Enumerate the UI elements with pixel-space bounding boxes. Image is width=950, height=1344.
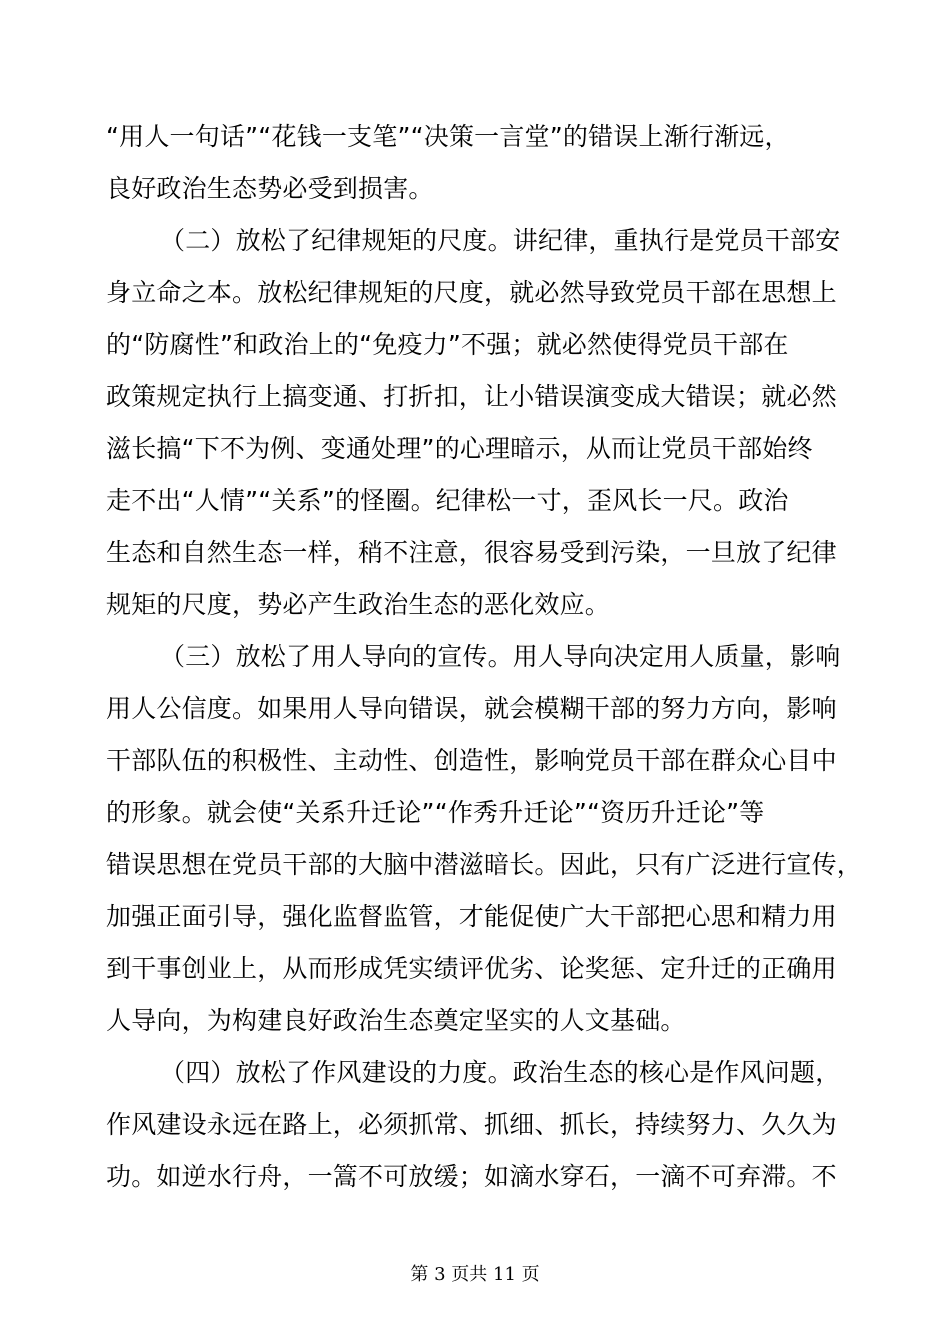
text-line: 干部队伍的积极性、主动性、创造性，影响党员干部在群众心目中 (106, 746, 837, 775)
text-line: 的形象。就会使“关系升迁论”“作秀升迁论”“资历升迁论”等 (106, 798, 765, 827)
text-line: “用人一句话”“花钱一支笔”“决策一言堂”的错误上渐行渐远， (106, 122, 790, 151)
text-line: 滋长搞“下不为例、变通处理”的心理暗示，从而让党员干部始终 (106, 434, 813, 463)
text-line: 生态和自然生态一样，稍不注意，很容易受到污染，一旦放了纪律 (106, 538, 837, 567)
text-line: 作风建设永远在路上，必须抓常、抓细、抓长，持续努力、久久为 (106, 1110, 837, 1139)
paragraph-start-line: （四）放松了作风建设的力度。政治生态的核心是作风问题， (160, 1058, 841, 1087)
paragraph-start-line: （二）放松了纪律规矩的尺度。讲纪律，重执行是党员干部安 (160, 226, 841, 255)
text-line: 人导向，为构建良好政治生态奠定坚实的人文基础。 (106, 1006, 686, 1035)
text-line: 加强正面引导，强化监督监管，才能促使广大干部把心思和精力用 (106, 902, 837, 931)
paragraph-start-line: （三）放松了用人导向的宣传。用人导向决定用人质量，影响 (160, 642, 841, 671)
text-line: 走不出“人情”“关系”的怪圈。纪律松一寸，歪风长一尺。政治 (106, 486, 789, 515)
text-line: 错误思想在党员干部的大脑中潜滋暗长。因此，只有广泛进行宣传， (106, 850, 863, 879)
page-number-footer: 第 3 页共 11 页 (410, 1264, 540, 1285)
text-line: 政策规定执行上搞变通、打折扣，让小错误演变成大错误；就必然 (106, 382, 837, 411)
text-line: 良好政治生态势必受到损害。 (106, 174, 434, 203)
text-line: 功。如逆水行舟，一篙不可放缓；如滴水穿石，一滴不可弃滞。不 (106, 1162, 837, 1191)
text-line: 的“防腐性”和政治上的“免疫力”不强；就必然使得党员干部在 (106, 330, 789, 359)
text-line: 用人公信度。如果用人导向错误，就会模糊干部的努力方向，影响 (106, 694, 837, 723)
text-line: 到干事创业上，从而形成凭实绩评优劣、论奖惩、定升迁的正确用 (106, 954, 837, 983)
text-line: 身立命之本。放松纪律规矩的尺度，就必然导致党员干部在思想上 (106, 278, 837, 307)
text-line: 规矩的尺度，势必产生政治生态的恶化效应。 (106, 590, 611, 619)
